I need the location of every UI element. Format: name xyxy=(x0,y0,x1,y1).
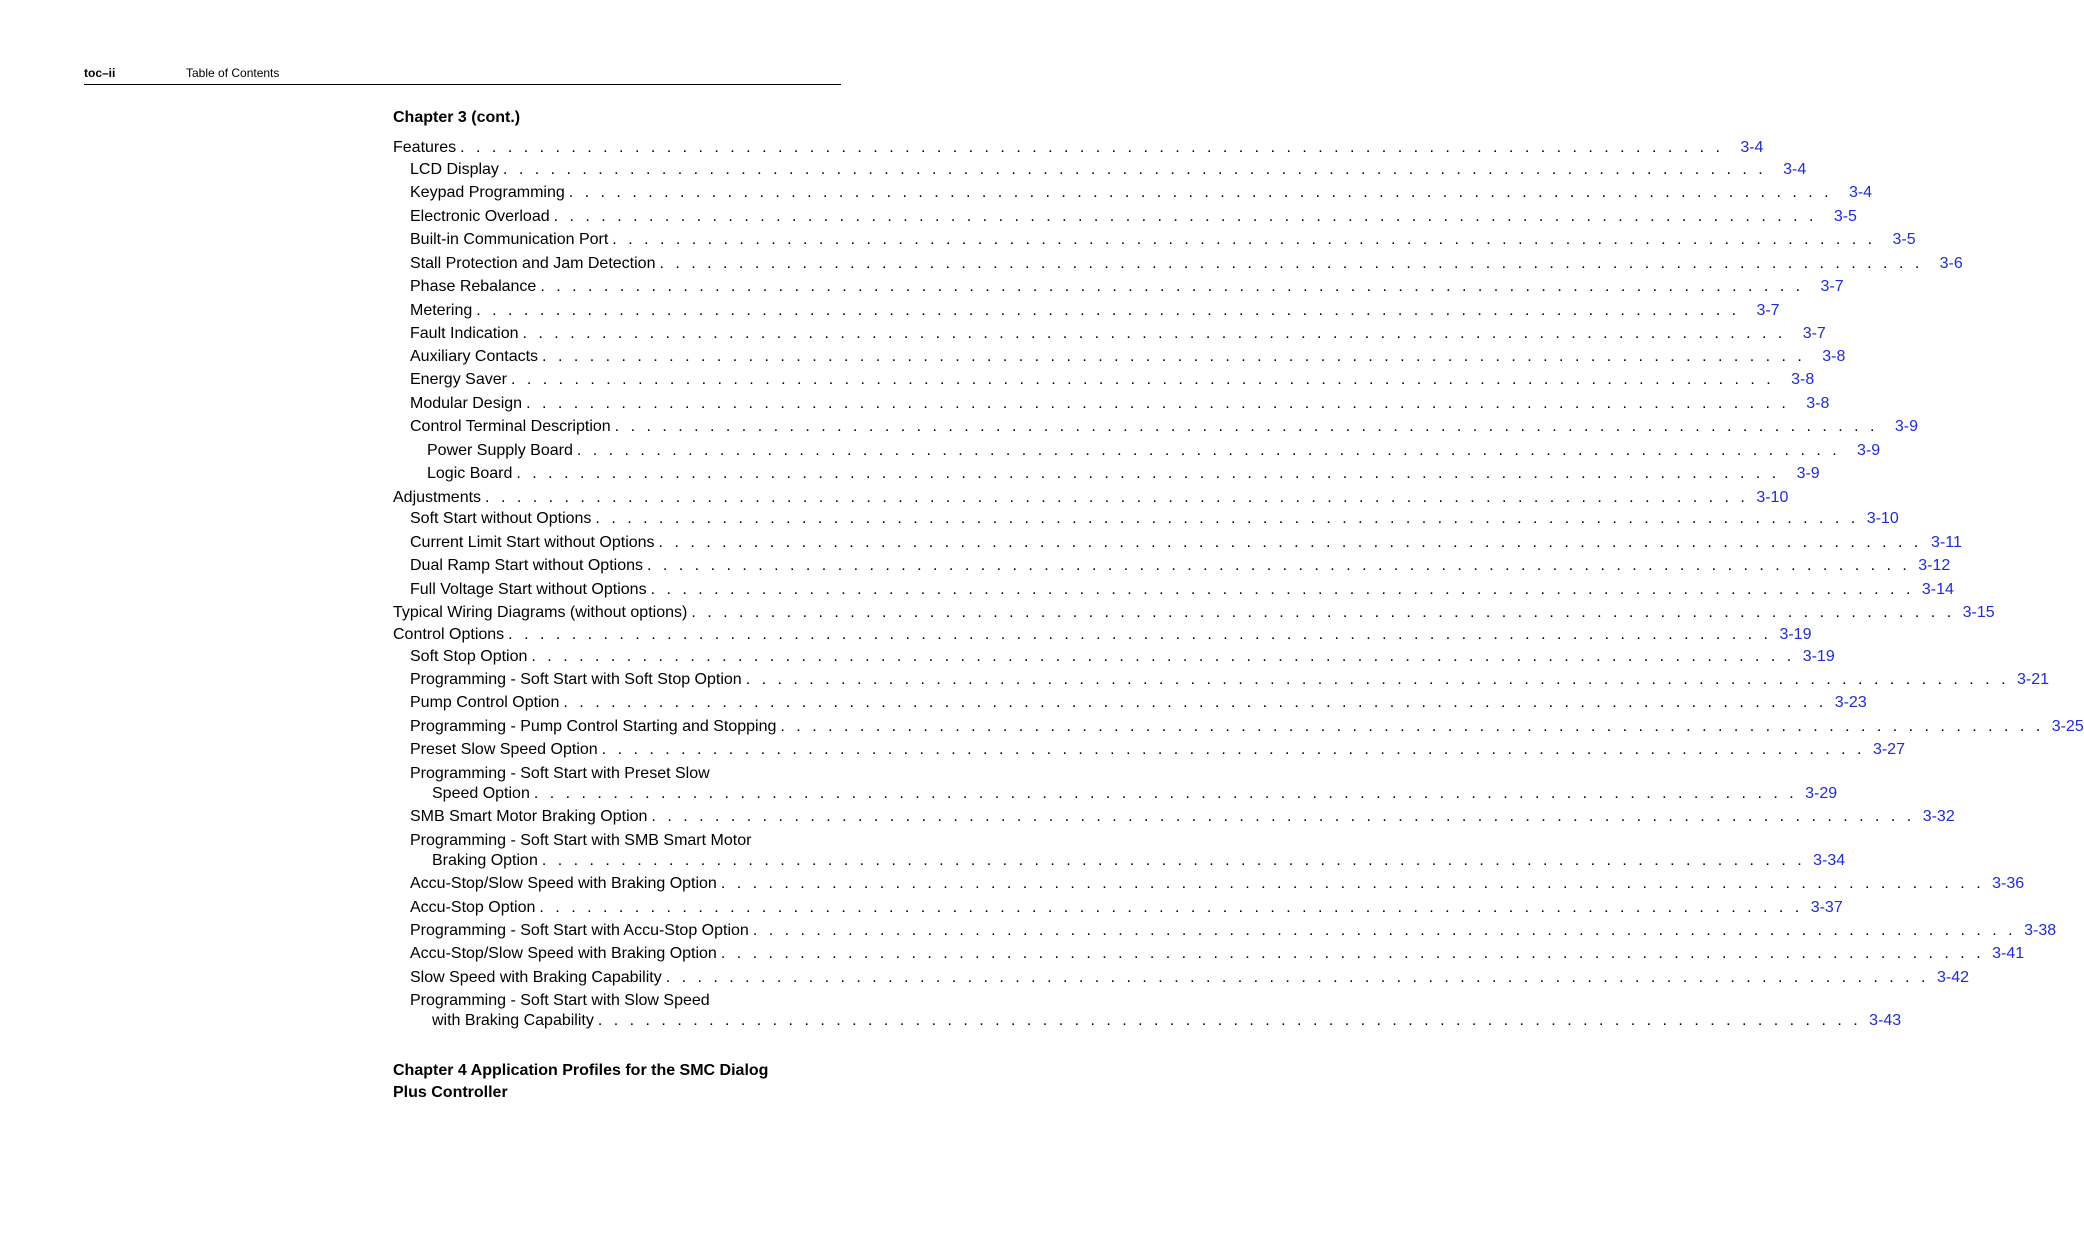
toc-entry xyxy=(393,394,1830,414)
toc-page-link[interactable]: 3-34 xyxy=(1813,852,1846,869)
toc-entry-title: Logic Board xyxy=(427,465,513,482)
toc-page-link[interactable]: 3-27 xyxy=(1872,741,1905,758)
toc-entry xyxy=(393,898,1843,918)
toc-entry xyxy=(393,533,1962,553)
toc-page-link[interactable]: 3-5 xyxy=(1833,208,1857,225)
header-divider xyxy=(84,84,841,85)
toc-page-link[interactable]: 3-37 xyxy=(1810,899,1843,916)
toc-entry-title: Metering xyxy=(410,302,473,319)
toc-entry-title: Auxiliary Contacts xyxy=(410,348,539,365)
dot-leader: . . . . . . . . . . . . . . . . . . . . . . . . . . . . . . . . . . . . . . . . . . . . . . . . . . . . . . . . . . . . . . . . . . . . . . . . . . . . . . . . xyxy=(576,442,1841,459)
toc-entry xyxy=(393,324,1826,344)
toc-entry-title: Phase Rebalance xyxy=(410,278,537,295)
dot-leader: . . . . . . . . . . . . . . . . . . . . . . . . . . . . . . . . . . . . . . . . . . . . . . . . . . . . . . . . . . . . . . . . . . . . . . . . . . . . . . . . xyxy=(780,718,2044,735)
dot-leader: . . . . . . . . . . . . . . . . . . . . . . . . . . . . . . . . . . . . . . . . . . . . . . . . . . . . . . . . . . . . . . . . . . . . . . . . . . . . . . . . xyxy=(539,899,1803,916)
dot-leader: . . . . . . . . . . . . . . . . . . . . . . . . . . . . . . . . . . . . . . . . . . . . . . . . . . . . . . . . . . . . . . . . . . . . . . . . . . . . . . . . xyxy=(533,785,1798,802)
dot-leader: . . . . . . . . . . . . . . . . . . . . . . . . . . . . . . . . . . . . . . . . . . . . . . . . . . . . . . . . . . . . . . . . . . . . . . . . . . . . . . . . xyxy=(460,139,1724,156)
dot-leader: . . . . . . . . . . . . . . . . . . . . . . . . . . . . . . . . . . . . . . . . . . . . . . . . . . . . . . . . . . . . . . . . . . . . . . . . . . . . . . . . xyxy=(612,231,1876,248)
toc-entry xyxy=(393,464,1820,484)
toc-page-link[interactable]: 3-23 xyxy=(1834,694,1867,711)
toc-entry xyxy=(393,556,1951,576)
toc-entry-title: LCD Display xyxy=(410,161,499,178)
toc-entry-title: Accu-Stop/Slow Speed with Braking Option xyxy=(410,945,717,962)
toc-page-link[interactable]: 3-7 xyxy=(1820,278,1844,295)
toc-page-link[interactable]: 3-9 xyxy=(1894,418,1918,435)
toc-entry-title: Control Terminal Description xyxy=(410,418,611,435)
dot-leader: . . . . . . . . . . . . . . . . . . . . . . . . . . . . . . . . . . . . . . . . . . . . . . . . . . . . . . . . . . . . . . . . . . . . . . . . . . . . . . . . xyxy=(502,161,1767,178)
dot-leader: . . . . . . . . . . . . . . . . . . . . . . . . . . . . . . . . . . . . . . . . . . . . . . . . . . . . . . . . . . . . . . . . . . . . . . . . . . . . . . . . xyxy=(647,557,1911,574)
toc-page-link[interactable]: 3-41 xyxy=(1992,945,2025,962)
toc-page-link[interactable]: 3-15 xyxy=(1962,604,1995,621)
toc-page-link[interactable]: 3-32 xyxy=(1922,808,1955,825)
dot-leader: . . . . . . . . . . . . . . . . . . . . . . . . . . . . . . . . . . . . . . . . . . . . . . . . . . . . . . . . . . . . . . . . . . . . . . . . . . . . . . . . xyxy=(658,534,1922,551)
dot-leader: . . . . . . . . . . . . . . . . . . . . . . . . . . . . . . . . . . . . . . . . . . . . . . . . . . . . . . . . . . . . . . . . . . . . . . . . . . . . . . . . xyxy=(650,581,1914,598)
toc-entry-title: Stall Protection and Jam Detection xyxy=(410,255,656,272)
toc-page-link[interactable]: 3-8 xyxy=(1806,395,1830,412)
page-number-label: toc–ii xyxy=(84,66,116,80)
toc-entry xyxy=(393,207,1857,227)
toc-entry xyxy=(393,301,1780,321)
toc-page-link[interactable]: 3-11 xyxy=(1931,534,1962,551)
toc-page-link[interactable]: 3-9 xyxy=(1857,442,1881,459)
toc-page-link[interactable]: 3-29 xyxy=(1805,785,1838,802)
toc-entry-title-continuation: Speed Option xyxy=(432,785,530,802)
toc-entry xyxy=(393,160,1807,180)
toc-entry xyxy=(393,670,2050,690)
toc-entry xyxy=(393,277,1844,297)
toc-page-link[interactable]: 3-21 xyxy=(2016,671,2050,688)
dot-leader: . . . . . . . . . . . . . . . . . . . . . . . . . . . . . . . . . . . . . . . . . . . . . . . . . . . . . . . . . . . . . . . . . . . . . . . . . . . . . . . . xyxy=(720,945,1985,962)
toc-entry xyxy=(393,991,1902,1031)
running-header-title: Table of Contents xyxy=(186,66,280,80)
toc-page-link[interactable]: 3-8 xyxy=(1822,348,1846,365)
toc-page-link[interactable]: 3-42 xyxy=(1936,969,1969,986)
chapter-4-heading-line2: Plus Controller xyxy=(393,1084,508,1101)
toc-page-link[interactable]: 3-10 xyxy=(1756,489,1789,506)
chapter-3-heading: Chapter 3 (cont.) xyxy=(393,109,521,126)
toc-entry-title: Electronic Overload xyxy=(410,208,550,225)
dot-leader: . . . . . . . . . . . . . . . . . . . . . . . . . . . . . . . . . . . . . . . . . . . . . . . . . . . . . . . . . . . . . . . . . . . . . . . . . . . . . . . . xyxy=(745,671,2010,688)
toc-page-link[interactable]: 3-6 xyxy=(1939,255,1963,272)
toc-entry xyxy=(393,764,1838,804)
toc-entry-title: Programming - Soft Start with Slow Speed xyxy=(410,992,710,1009)
toc-entry-title: Modular Design xyxy=(410,395,523,412)
toc-page-link[interactable]: 3-5 xyxy=(1892,231,1916,248)
toc-entry-title: Dual Ramp Start without Options xyxy=(410,557,643,574)
toc-entry xyxy=(393,693,1867,713)
toc-entry xyxy=(393,441,1881,461)
toc-entry-title: Power Supply Board xyxy=(427,442,573,459)
dot-leader: . . . . . . . . . . . . . . . . . . . . . . . . . . . . . . . . . . . . . . . . . . . . . . . . . . . . . . . . . . . . . . . . . . . . . . . . . . . . . . . . xyxy=(476,302,1740,319)
toc-page-link[interactable]: 3-19 xyxy=(1802,648,1835,665)
toc-entry-title: Features xyxy=(393,139,457,156)
dot-leader: . . . . . . . . . . . . . . . . . . . . . . . . . . . . . . . . . . . . . . . . . . . . . . . . . . . . . . . . . . . . . . . . . . . . . . . . . . . . . . . . xyxy=(541,852,1806,869)
dot-leader: . . . . . . . . . . . . . . . . . . . . . . . . . . . . . . . . . . . . . . . . . . . . . . . . . . . . . . . . . . . . . . . . . . . . . . . . . . . . . . . . xyxy=(522,325,1786,342)
dot-leader: . . . . . . . . . . . . . . . . . . . . . . . . . . . . . . . . . . . . . . . . . . . . . . . . . . . . . . . . . . . . . . . . . . . . . . . . . . . . . . . . xyxy=(601,741,1865,758)
dot-leader: . . . . . . . . . . . . . . . . . . . . . . . . . . . . . . . . . . . . . . . . . . . . . . . . . . . . . . . . . . . . . . . . . . . . . . . . . . . . . . . . xyxy=(485,489,1749,506)
dot-leader: . . . . . . . . . . . . . . . . . . . . . . . . . . . . . . . . . . . . . . . . . . . . . . . . . . . . . . . . . . . . . . . . . . . . . . . . . . . . . . . . xyxy=(691,604,1955,621)
toc-entry xyxy=(393,625,1812,645)
dot-leader: . . . . . . . . . . . . . . . . . . . . . . . . . . . . . . . . . . . . . . . . . . . . . . . . . . . . . . . . . . . . . . . . . . . . . . . . . . . . . . . . xyxy=(659,255,1923,272)
toc-entry-title: Accu-Stop/Slow Speed with Braking Option xyxy=(410,875,717,892)
toc-entry xyxy=(393,717,2084,737)
dot-leader: . . . . . . . . . . . . . . . . . . . . . . . . . . . . . . . . . . . . . . . . . . . . . . . . . . . . . . . . . . . . . . . . . . . . . . . . . . . . . . . . xyxy=(665,969,1929,986)
toc-entry xyxy=(393,580,1954,600)
toc-page-link[interactable]: 3-38 xyxy=(2024,922,2057,939)
toc-entry xyxy=(393,370,1815,390)
toc-entry-title: Programming - Soft Start with Accu-Stop Option xyxy=(410,922,749,939)
chapter-4-heading-line1: Chapter 4 Application Profiles for the SMC Dialog xyxy=(393,1062,769,1079)
toc-page-link[interactable]: 3-4 xyxy=(1740,139,1764,156)
toc-page-link[interactable]: 3-7 xyxy=(1756,302,1780,319)
toc-entry xyxy=(393,647,1835,667)
toc-entry xyxy=(393,138,1764,158)
dot-leader: . . . . . . . . . . . . . . . . . . . . . . . . . . . . . . . . . . . . . . . . . . . . . . . . . . . . . . . . . . . . . . . . . . . . . . . . . . . . . . . . xyxy=(752,922,2017,939)
toc-entry xyxy=(393,874,2025,894)
toc-entry-title: Current Limit Start without Options xyxy=(410,534,655,551)
toc-page-link[interactable]: 3-43 xyxy=(1869,1012,1902,1029)
toc-entry-title: Slow Speed with Braking Capability xyxy=(410,969,662,986)
toc-entry-title: Adjustments xyxy=(393,489,482,506)
toc-page-link[interactable]: 3-9 xyxy=(1796,465,1820,482)
dot-leader: . . . . . . . . . . . . . . . . . . . . . . . . . . . . . . . . . . . . . . . . . . . . . . . . . . . . . . . . . . . . . . . . . . . . . . . . . . . . . . . . xyxy=(510,371,1775,388)
toc-page-link[interactable]: 3-4 xyxy=(1848,184,1873,201)
toc-entry-title: Full Voltage Start without Options xyxy=(410,581,647,598)
toc-entry-title: Fault Indication xyxy=(410,325,519,342)
toc-page-link[interactable]: 3-12 xyxy=(1918,557,1951,574)
toc-page-link[interactable]: 3-10 xyxy=(1866,510,1899,527)
toc-entry xyxy=(393,509,1899,529)
toc-entry-title: Typical Wiring Diagrams (without options) xyxy=(393,604,688,621)
toc-entry-title: Soft Start without Options xyxy=(410,510,592,527)
toc-entry-title: Accu-Stop Option xyxy=(410,899,536,916)
toc-entry xyxy=(393,230,1916,250)
toc-entry-title: Programming - Pump Control Starting and Stopping xyxy=(410,718,777,735)
toc-page-link[interactable]: 3-14 xyxy=(1921,581,1954,598)
dot-leader: . . . . . . . . . . . . . . . . . . . . . . . . . . . . . . . . . . . . . . . . . . . . . . . . . . . . . . . . . . . . . . . . . . . . . . . . . . . . . . . . xyxy=(563,694,1827,711)
toc-page-link[interactable]: 3-8 xyxy=(1791,371,1815,388)
toc-entry xyxy=(393,968,1969,988)
toc-page-link[interactable]: 3-25 xyxy=(2051,718,2084,735)
dot-leader: . . . . . . . . . . . . . . . . . . . . . . . . . . . . . . . . . . . . . . . . . . . . . . . . . . . . . . . . . . . . . . . . . . . . . . . . . . . . . . . . xyxy=(542,348,1806,365)
toc-entry-title-continuation: with Braking Capability xyxy=(432,1012,594,1029)
toc-entry-title: Programming - Soft Start with SMB Smart Motor xyxy=(410,832,752,849)
toc-entry xyxy=(393,831,1846,871)
toc-entry xyxy=(393,488,1789,508)
toc-entry xyxy=(393,347,1846,367)
toc-entry-title: Built-in Communication Port xyxy=(410,231,609,248)
toc-entry xyxy=(393,807,1955,827)
dot-leader: . . . . . . . . . . . . . . . . . . . . . . . . . . . . . . . . . . . . . . . . . . . . . . . . . . . . . . . . . . . . . . . . . . . . . . . . . . . . . . . . xyxy=(553,208,1817,225)
dot-leader: . . . . . . . . . . . . . . . . . . . . . . . . . . . . . . . . . . . . . . . . . . . . . . . . . . . . . . . . . . . . . . . . . . . . . . . . . . . . . . . . xyxy=(595,510,1859,527)
dot-leader: . . . . . . . . . . . . . . . . . . . . . . . . . . . . . . . . . . . . . . . . . . . . . . . . . . . . . . . . . . . . . . . . . . . . . . . . . . . . . . . . xyxy=(526,395,1790,412)
dot-leader: . . . . . . . . . . . . . . . . . . . . . . . . . . . . . . . . . . . . . . . . . . . . . . . . . . . . . . . . . . . . . . . . . . . . . . . . . . . . . . . . xyxy=(614,418,1878,435)
dot-leader: . . . . . . . . . . . . . . . . . . . . . . . . . . . . . . . . . . . . . . . . . . . . . . . . . . . . . . . . . . . . . . . . . . . . . . . . . . . . . . . . xyxy=(531,648,1795,665)
dot-leader: . . . . . . . . . . . . . . . . . . . . . . . . . . . . . . . . . . . . . . . . . . . . . . . . . . . . . . . . . . . . . . . . . . . . . . . . . . . . . . . . xyxy=(597,1012,1862,1029)
toc-entry-title-continuation: Braking Option xyxy=(432,852,538,869)
dot-leader: . . . . . . . . . . . . . . . . . . . . . . . . . . . . . . . . . . . . . . . . . . . . . . . . . . . . . . . . . . . . . . . . . . . . . . . . . . . . . . . . xyxy=(540,278,1804,295)
toc-entry-title: Programming - Soft Start with Soft Stop Option xyxy=(410,671,742,688)
toc-entry xyxy=(393,740,1905,760)
toc-entry-title: Preset Slow Speed Option xyxy=(410,741,598,758)
toc-page-link[interactable]: 3-36 xyxy=(1992,875,2025,892)
chapter-4-heading xyxy=(393,1060,768,1104)
toc-entry xyxy=(393,921,2057,941)
toc-page-link[interactable]: 3-4 xyxy=(1783,161,1807,178)
toc-entry xyxy=(393,183,1873,203)
toc-entry-title: Pump Control Option xyxy=(410,694,560,711)
toc-entry-title: Energy Saver xyxy=(410,371,507,388)
toc-entry xyxy=(393,254,1963,274)
toc-entry xyxy=(393,944,2025,964)
dot-leader: . . . . . . . . . . . . . . . . . . . . . . . . . . . . . . . . . . . . . . . . . . . . . . . . . . . . . . . . . . . . . . . . . . . . . . . . . . . . . . . . xyxy=(720,875,1985,892)
dot-leader: . . . . . . . . . . . . . . . . . . . . . . . . . . . . . . . . . . . . . . . . . . . . . . . . . . . . . . . . . . . . . . . . . . . . . . . . . . . . . . . . xyxy=(651,808,1915,825)
toc-entry-title: Soft Stop Option xyxy=(410,648,528,665)
toc-entry-title: Programming - Soft Start with Preset Slow xyxy=(410,765,710,782)
toc-entry-title: Keypad Programming xyxy=(410,184,565,201)
toc-page-link[interactable]: 3-19 xyxy=(1779,626,1812,643)
toc-entry-title: SMB Smart Motor Braking Option xyxy=(410,808,648,825)
toc-entry xyxy=(393,603,1995,623)
dot-leader: . . . . . . . . . . . . . . . . . . . . . . . . . . . . . . . . . . . . . . . . . . . . . . . . . . . . . . . . . . . . . . . . . . . . . . . . . . . . . . . . xyxy=(568,184,1833,201)
dot-leader: . . . . . . . . . . . . . . . . . . . . . . . . . . . . . . . . . . . . . . . . . . . . . . . . . . . . . . . . . . . . . . . . . . . . . . . . . . . . . . . . xyxy=(508,626,1772,643)
toc-page-link[interactable]: 3-7 xyxy=(1802,325,1826,342)
toc-entry xyxy=(393,417,1918,437)
toc-entry-title: Control Options xyxy=(393,626,505,643)
dot-leader: . . . . . . . . . . . . . . . . . . . . . . . . . . . . . . . . . . . . . . . . . . . . . . . . . . . . . . . . . . . . . . . . . . . . . . . . . . . . . . . . xyxy=(516,465,1780,482)
